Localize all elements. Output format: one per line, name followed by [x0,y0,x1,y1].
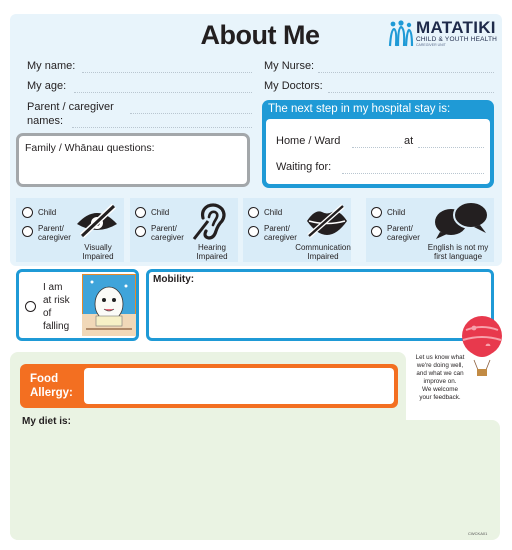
fall-risk-line1: I am [43,282,63,293]
child-option-label: Child [151,208,170,217]
mobility-label: Mobility: [153,274,195,285]
food-allergy-label [30,372,73,400]
at-label: at [404,135,414,147]
food-allergy-line2: Allergy: [30,387,73,399]
next-step-header: The next step in my hospital stay is: [268,103,451,115]
diet-panel-extension [10,420,500,540]
waiting-line[interactable] [342,173,484,174]
parent-line1[interactable] [130,113,252,114]
logo-name: MATATIKI [416,18,496,37]
feedback-line4: improve on. [423,378,457,385]
ward-line[interactable] [352,147,402,148]
parent-radio-visual[interactable] [22,226,33,237]
logo-tagline: CAREGIVER UNIT [416,43,446,47]
parent-option-label-line1: Parent/ [264,224,290,233]
page-title: About Me [200,20,320,50]
at-line[interactable] [418,147,484,148]
fall-risk-line3: of [43,308,52,319]
parent-option-label-line2: caregiver [264,233,297,242]
impairment-label-line2: Impaired [196,252,228,261]
speech-bubbles-icon [432,200,490,240]
nurse-line[interactable] [318,72,494,73]
child-radio-hearing[interactable] [135,207,146,218]
age-line[interactable] [74,92,252,93]
next-step-box [262,100,494,188]
fall-risk-label [43,281,70,333]
name-line[interactable] [82,72,252,73]
feedback-line5: We welcome [422,386,458,393]
parent-option-label-line2: caregiver [387,233,420,242]
impairment-card-communication [243,198,351,262]
parent-line2[interactable] [72,127,252,128]
hot-air-balloon-icon [460,316,504,378]
parent-label-line2: names: [27,115,64,127]
child-radio-communication[interactable] [248,207,259,218]
impairment-label-line1: Communication [295,243,351,252]
feedback-line3: and what we can [416,370,464,377]
food-allergy-line1: Food [30,373,59,385]
fall-risk-radio[interactable] [25,301,36,312]
matatiki-logo [388,18,500,52]
child-radio-visual[interactable] [22,207,33,218]
impairment-card-language [366,198,494,262]
parent-radio-hearing[interactable] [135,226,146,237]
feedback-line6: your feedback. [419,394,461,401]
parent-option-label-line1: Parent/ [151,224,177,233]
child-option-label: Child [387,208,406,217]
parent-radio-communication[interactable] [248,226,259,237]
next-step-fields[interactable] [266,119,490,184]
feedback-line2: we're doing well, [416,362,464,369]
nurse-label: My Nurse: [264,60,315,72]
family-figures-icon [388,20,414,48]
impairment-label-line1: English is not my [427,243,489,252]
name-label: My name: [27,60,76,72]
parent-option-label-line2: caregiver [38,233,71,242]
parent-option-label-line1: Parent/ [38,224,64,233]
food-allergy-field[interactable] [84,368,394,404]
impairment-label-line1: Visually [84,243,112,252]
impairment-card-hearing [130,198,238,262]
fall-risk-line4: falling [43,321,70,332]
parent-option-label-line1: Parent/ [387,224,413,233]
child-option-label: Child [264,208,283,217]
crossed-lips-icon [305,204,349,238]
family-questions-label: Family / Whānau questions: [25,142,155,154]
doctors-line[interactable] [328,92,494,93]
child-option-label: Child [38,208,57,217]
impairment-label-line2: first language [433,252,483,261]
impairment-card-visual [16,198,124,262]
doctors-label: My Doctors: [264,80,323,92]
food-allergy-box [20,364,398,408]
parent-option-label-line2: caregiver [151,233,184,242]
mobility-box[interactable] [146,269,494,341]
ear-icon [192,201,232,241]
impairment-label-line2: Impaired [307,252,339,261]
feedback-line1: Let us know what [415,354,465,361]
fall-risk-box [16,269,139,341]
child-radio-language[interactable] [371,207,382,218]
diet-label: My diet is: [22,416,71,427]
impairment-label-line1: Hearing [197,243,226,252]
impairment-label-line2: Impaired [82,252,114,261]
crossed-eye-icon [74,202,120,238]
parent-label-line1: Parent / caregiver [27,101,114,113]
fall-risk-line2: at risk [43,295,70,306]
waiting-label: Waiting for: [276,161,332,173]
family-questions-box[interactable] [16,133,250,187]
form-code: CWCKA01 [468,531,488,536]
home-ward-label: Home / Ward [276,135,341,147]
age-label: My age: [27,80,67,92]
parent-radio-language[interactable] [371,226,382,237]
egg-character-fall-image [82,274,136,336]
logo-subtitle: CHILD & YOUTH HEALTH [416,36,498,43]
about-me-form [10,14,502,540]
